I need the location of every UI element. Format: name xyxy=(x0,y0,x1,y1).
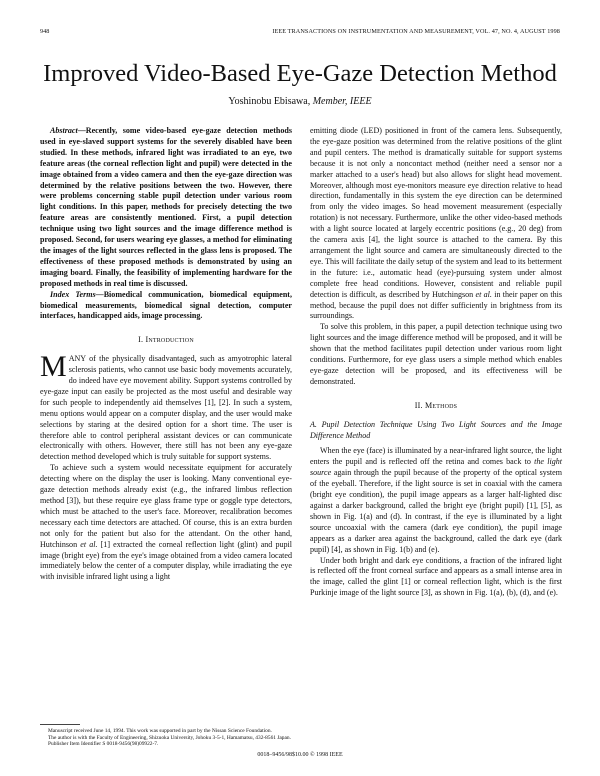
intro-p1-text: ANY of the physically disadvantaged, such as amyotrophic lateral sclerosis patients, who cannot use basic body movements accurately, do indeed have eye movement ability. Support systems controlled by eye-gaze input can easily be projected as the most useful and desirable way for such people to independently aid themselves [1], [2]. In such a system, menu options would appear on a computer display, and the user would make selections by staring at the desired option for a short time. The user is therefore able to control peripheral assistant devices or can communicate electronically with others. However, there still has not been any eye-gaze detection method developed which is truly suitable for support systems. xyxy=(40,354,292,462)
footnote-rule xyxy=(40,724,80,725)
index-terms xyxy=(40,290,292,323)
abstract-label: Abstract— xyxy=(50,126,86,135)
intro-paragraph-2-continued: emitting diode (LED) positioned in front of the camera lens. Subsequently, the eye-gaze position was determined from the relative positions of the glint and pupil centers. The method is dramatically suitable for support systems because it is not only a noncontact method (neither need a sensor nor a marker attached to a user's head) but also allows for slight head movement. Moreover, although most eye-monitors measure eye direction relative to head direction, fundamentally in this system the eye direction can be determined from only the video images. So head movement measurement (especially rotation) is not necessary. Furthermore, unlike the other video-based methods with a light source located at largely eccentric positions (e.g., 20 deg) from the camera axis [4], the light source is attached to the camera. By this arrangement the light source and camera are simultaneously directed to the eye. This will facilitate the daily setup of the system and lead to its betterment in the future: i.e., automatic head (eye)-pursuing system under almost complete free head conditions. However, consistent and reliable pupil detection is difficult, as described by Hutchingson et al. in their paper on this method, because the pupil does not differ sufficiently in brightness from its surroundings. xyxy=(310,126,562,321)
journal-header: IEEE TRANSACTIONS ON INSTRUMENTATION AND MEASUREMENT, VOL. 47, NO. 4, AUGUST 1998 xyxy=(272,28,560,35)
author-affiliation: Member, IEEE xyxy=(312,96,372,107)
footnote-author: The author is with the Faculty of Engineering, Shizuoka University, Johoku 3-5-1, Hamamatsu, 432-8561 Japan. xyxy=(48,734,291,741)
paper-title: Improved Video-Based Eye-Gaze Detection Method xyxy=(43,60,557,87)
page-number: 948 xyxy=(40,28,50,35)
copyright-line: 0018–9456/98$10.00 © 1998 IEEE xyxy=(257,752,343,758)
section-heading-methods: II. Methods xyxy=(414,400,458,410)
section-heading-introduction: I. Introduction xyxy=(138,335,194,345)
index-terms-label: Index Terms— xyxy=(50,289,104,299)
running-header xyxy=(40,28,560,38)
drop-cap: M xyxy=(40,350,67,384)
intro-paragraph-2: To achieve such a system would necessitate equipment for accurately detecting where on the display the user is looking. Many conventional eye-gaze detection methods already exist (e.g., the infrared limbus reflection method [3]), but these require eye glass frame type or goggle type detectors, which must be attached to the user's face. Moreover, recalibration becomes necessary each time detectors are attached. Of course, this is an extra burden not only for the patient but also for the attendant. On the other hand, Hutchinson et al. [1] extracted the corneal reflection light (glint) and pupil image (bright eye) from the eye's image obtained from a video camera located immediately below the center of a computer display, while irradiating the eye with invisible infrared light using a light xyxy=(40,463,292,582)
footnotes xyxy=(40,728,292,748)
abstract xyxy=(40,126,292,290)
methods-paragraph-2: Under both bright and dark eye conditions, a fraction of the infrared light is reflected off the front corneal surface and appears as a small intense area in the image, called the glint [1] or corneal reflection light, which is the first Purkinje image of the light source [3], as shown in Fig. 1(a), (b), (d), and (e). xyxy=(310,555,562,598)
right-column xyxy=(310,126,562,599)
methods-paragraph-1: When the eye (face) is illuminated by a near-infrared light source, the light enters the pupil and is reflected off the retina and comes back to the light source again through the pupil because of the property of the optical system of the eyeball. Therefore, if the light source is set in coaxial with the camera (bright eye condition), the pupil image appears as a larger half-lighted disc against a darker background, called the bright eye (bright pupil) [1], [5], as shown in Fig. 1(a) and (d). In contrast, if the eye is illuminated by a light source uncoaxial with the camera (dark eye condition), the pupil image appears as a darker area against the background, called the dark eye (dark pupil) [4], as shown in Fig. 1(b) and (e). xyxy=(310,446,562,554)
author-name: Yoshinobu Ebisawa, xyxy=(228,96,311,107)
abstract-text: Recently, some video-based eye-gaze detection methods used in eye-slaved support systems for the severely disabled have been studied. In these methods, infrared light was irradiated to an eye, two feature areas (the corneal reflection light and pupil) were detected in the image obtained from a video camera and then the eye-gaze direction was determined by the relative positions between the two. However, there were problems concerning stable pupil detection under various room light conditions. In this paper, methods for precisely detecting the two feature areas are consistently mentioned. First, a pupil detection technique using two light sources and the image difference method is proposed. Second, for users wearing eye glasses, a method for eliminating the images of the light sources reflected in the glass lens is proposed. The effectiveness of these proposed methods is demonstrated by using an imaging board. Finally, the feasibility of implementing hardware for the proposed methods in real time is discussed. xyxy=(40,126,292,288)
intro-paragraph-3: To solve this problem, in this paper, a pupil detection technique using two light sources and the image difference method will be proposed, and it will be shown that the method facilitates pupil detection under various room light conditions. Furthermore, for eye glass users a simple method which enables eye-gaze detection will be proposed, and its effectiveness will be demonstrated. xyxy=(310,322,562,386)
left-column xyxy=(40,126,292,583)
intro-paragraph-1 xyxy=(40,350,292,463)
author-line xyxy=(30,96,570,107)
subsection-heading-a: A. Pupil Detection Technique Using Two Light Sources and the Image Difference Method xyxy=(310,419,562,440)
footnote-publisher: Publisher Item Identifier S 0018-9456(98)09922-7. xyxy=(48,741,159,748)
footnote-manuscript: Manuscript received June 14, 1994. This work was supported in part by the Nissan Science Foundation. xyxy=(48,728,272,734)
index-terms-text: Biomedical communication, biomedical equipment, biomedical measurements, biomedical signal detection, computer interfaces, handicapped aids, image processing. xyxy=(40,289,292,321)
